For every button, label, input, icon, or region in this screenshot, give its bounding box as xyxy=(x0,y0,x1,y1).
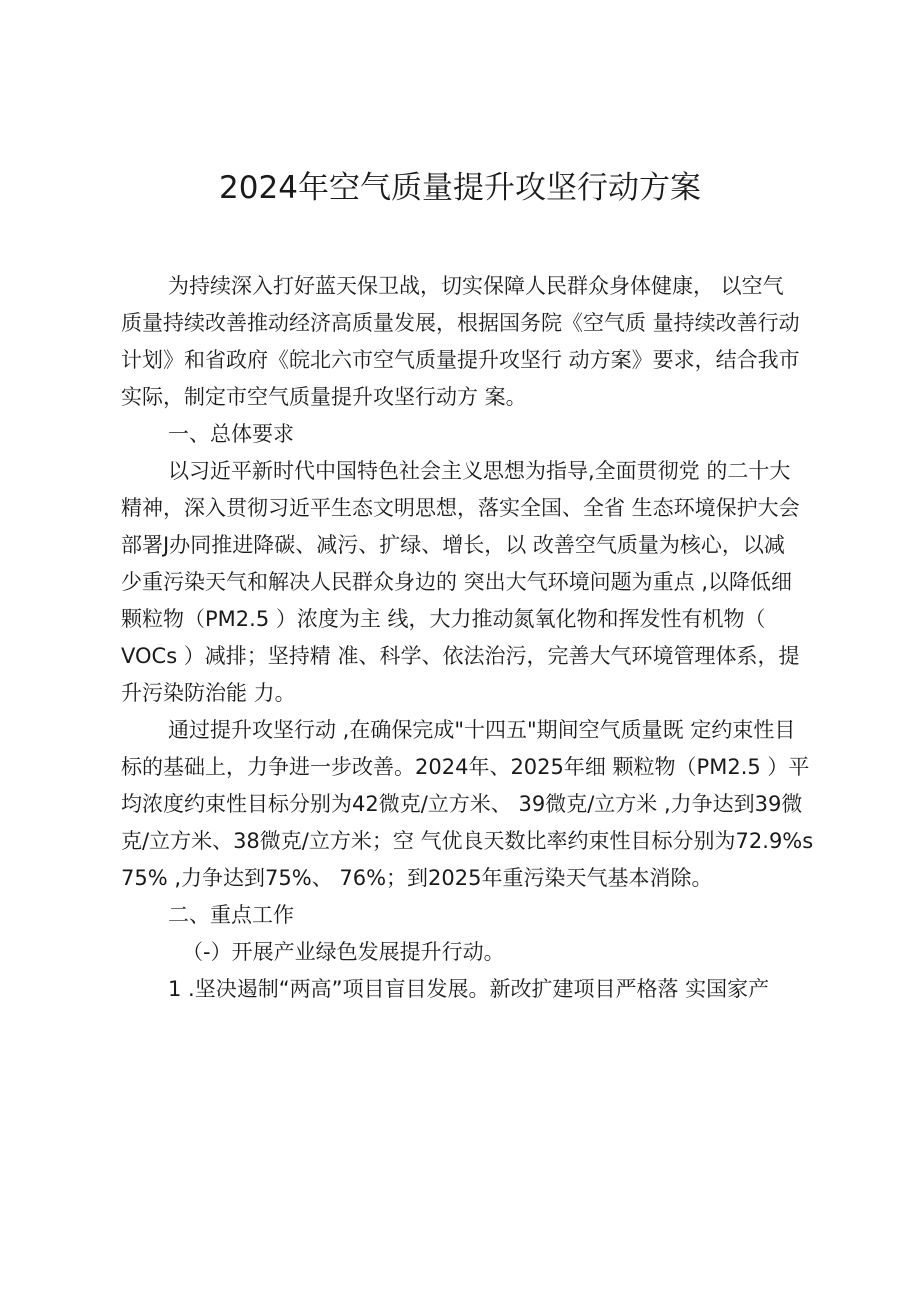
body-line: 以习近平新时代中国特色社会主义思想为指导,全面贯彻党 的二十大 xyxy=(168,459,791,483)
section-heading: 一、总体要求 xyxy=(168,422,294,446)
document-title: 2024年空气质量提升攻坚行动方案 xyxy=(219,170,701,206)
body-line: 质量持续改善推动经济高质量发展，根据国务院《空气质 量持续改善行动 xyxy=(121,311,800,335)
body-line: 1 .坚决遏制“两高”项目盲目发展。新改扩建项目严格落 实国家产 xyxy=(168,977,770,1001)
subsection-heading: （-）开展产业绿色发展提升行动。 xyxy=(182,940,505,964)
body-line: 实际，制定市空气质量提升攻坚行动方 案。 xyxy=(121,385,527,409)
body-line: 为持续深入打好蓝天保卫战，切实保障人民群众身体健康， 以空气 xyxy=(168,274,784,298)
body-line: 通过提升攻坚行动 ,在确保完成"十四五"期间空气质量既 定约束性目 xyxy=(168,718,796,742)
body-line: 精神，深入贯彻习近平生态文明思想，落实全国、全省 生态环境保护大会 xyxy=(121,496,800,520)
body-line: 颗粒物（PM2.5 ）浓度为主 线，大力推动氮氧化物和挥发性有机物（ xyxy=(121,607,766,631)
body-line: 标的基础上，力争进一步改善。2024年、2025年细 颗粒物（PM2.5 ）平 xyxy=(121,755,810,779)
body-line: 部署J办同推进降碳、减污、扩绿、增长，以 改善空气质量为核心，以减 xyxy=(121,533,785,557)
body-line: 计划》和省政府《皖北六市空气质量提升攻坚行 动方案》要求，结合我市 xyxy=(121,348,800,372)
section-heading: 二、重点工作 xyxy=(168,903,294,927)
body-line: VOCs ）减排；坚持精 准、科学、依法治污，完善大气环境管理体系，提 xyxy=(121,644,800,668)
body-line: 75% ,力争达到75%、 76%；到2025年重污染天气基本消除。 xyxy=(121,866,713,890)
body-line: 均浓度约束性目标分别为42微克/立方米、 39微克/立方米 ,力争达到39微 xyxy=(121,792,803,816)
body-line: 少重污染天气和解决人民群众身边的 突出大气环境问题为重点 ,以降低细 xyxy=(121,570,793,594)
body-line: 升污染防治能 力。 xyxy=(121,681,296,705)
body-line: 克/立方米、38微克/立方米；空 气优良天数比率约束性目标分别为72.9%s xyxy=(121,829,814,853)
